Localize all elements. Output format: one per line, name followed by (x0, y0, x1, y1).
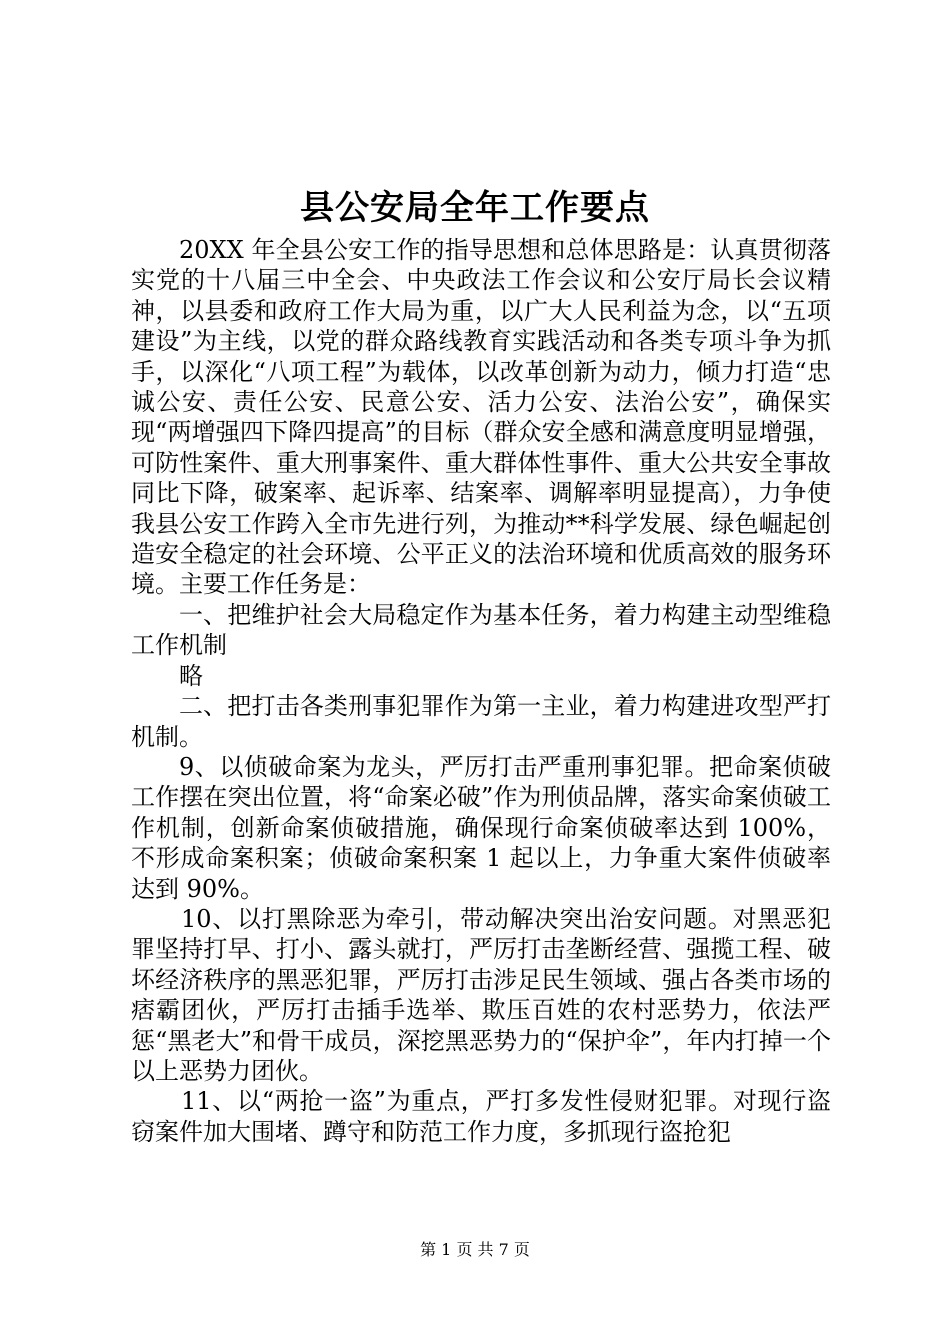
paragraph-intro: 20XX 年全县公安工作的指导思想和总体思路是：认真贯彻落实党的十八届三中全会、中央政法工作会议和公安厅局长会议精神，以县委和政府工作大局为重，以广大人民利益为念，以“五项建设”为主线，以党的群众路线教育实践活动和各类专项斗争为抓手，以深化“八项工程”为载体，以改革创新为动力，倾力打造“忠诚公安、责任公安、民意公安、活力公安、法治公安”，确保实现“两增强四下降四提高”的目标（群众安全感和满意度明显增强，可防性案件、重大刑事案件、重大群体性事件、重大公共安全事故同比下降，破案率、起诉率、结案率、调解率明显提高），力争使我县公安工作跨入全市先进行列，为推动**科学发展、绿色崛起创造安全稳定的社会环境、公平正义的法治环境和优质高效的服务环境。主要工作任务是： (131, 236, 831, 599)
paragraph-item-10: 10、以打黑除恶为牵引，带动解决突出治安问题。对黑恶犯罪坚持打早、打小、露头就打，严厉打击垄断经营、强揽工程、破坏经济秩序的黑恶犯罪，严厉打击涉足民生领域、强占各类市场的痞霸团伙，严厉打击插手选举、欺压百姓的农村恶势力，依法严惩“黑老大”和骨干成员，深挖黑恶势力的“保护伞”，年内打掉一个以上恶势力团伙。 (131, 904, 831, 1085)
section-heading-1: 一、把维护社会大局稳定作为基本任务，着力构建主动型维稳工作机制 (131, 600, 831, 660)
document-title: 县公安局全年工作要点 (300, 188, 650, 228)
paragraph-item-11: 11、以“两抢一盗”为重点，严打多发性侵财犯罪。对现行盗窃案件加大围堵、蹲守和防范工作力度，多抓现行盗抢犯 (131, 1087, 831, 1146)
paragraph-omitted: 略 (179, 661, 203, 690)
paragraph-item-9: 9、以侦破命案为龙头，严厉打击严重刑事犯罪。把命案侦破工作摆在突出位置，将“命案必破”作为刑侦品牌，落实命案侦破工作机制，创新命案侦破措施，确保现行命案侦破率达到 100%，不形成命案积案；侦破命案积案 1 起以上，力争重大案件侦破率达到 90%。 (131, 752, 831, 903)
page-number-footer: 第 1 页 共 7 页 (420, 1240, 530, 1259)
section-heading-2: 二、把打击各类刑事犯罪作为第一主业，着力构建进攻型严打机制。 (131, 692, 831, 751)
document-body (131, 235, 831, 1147)
